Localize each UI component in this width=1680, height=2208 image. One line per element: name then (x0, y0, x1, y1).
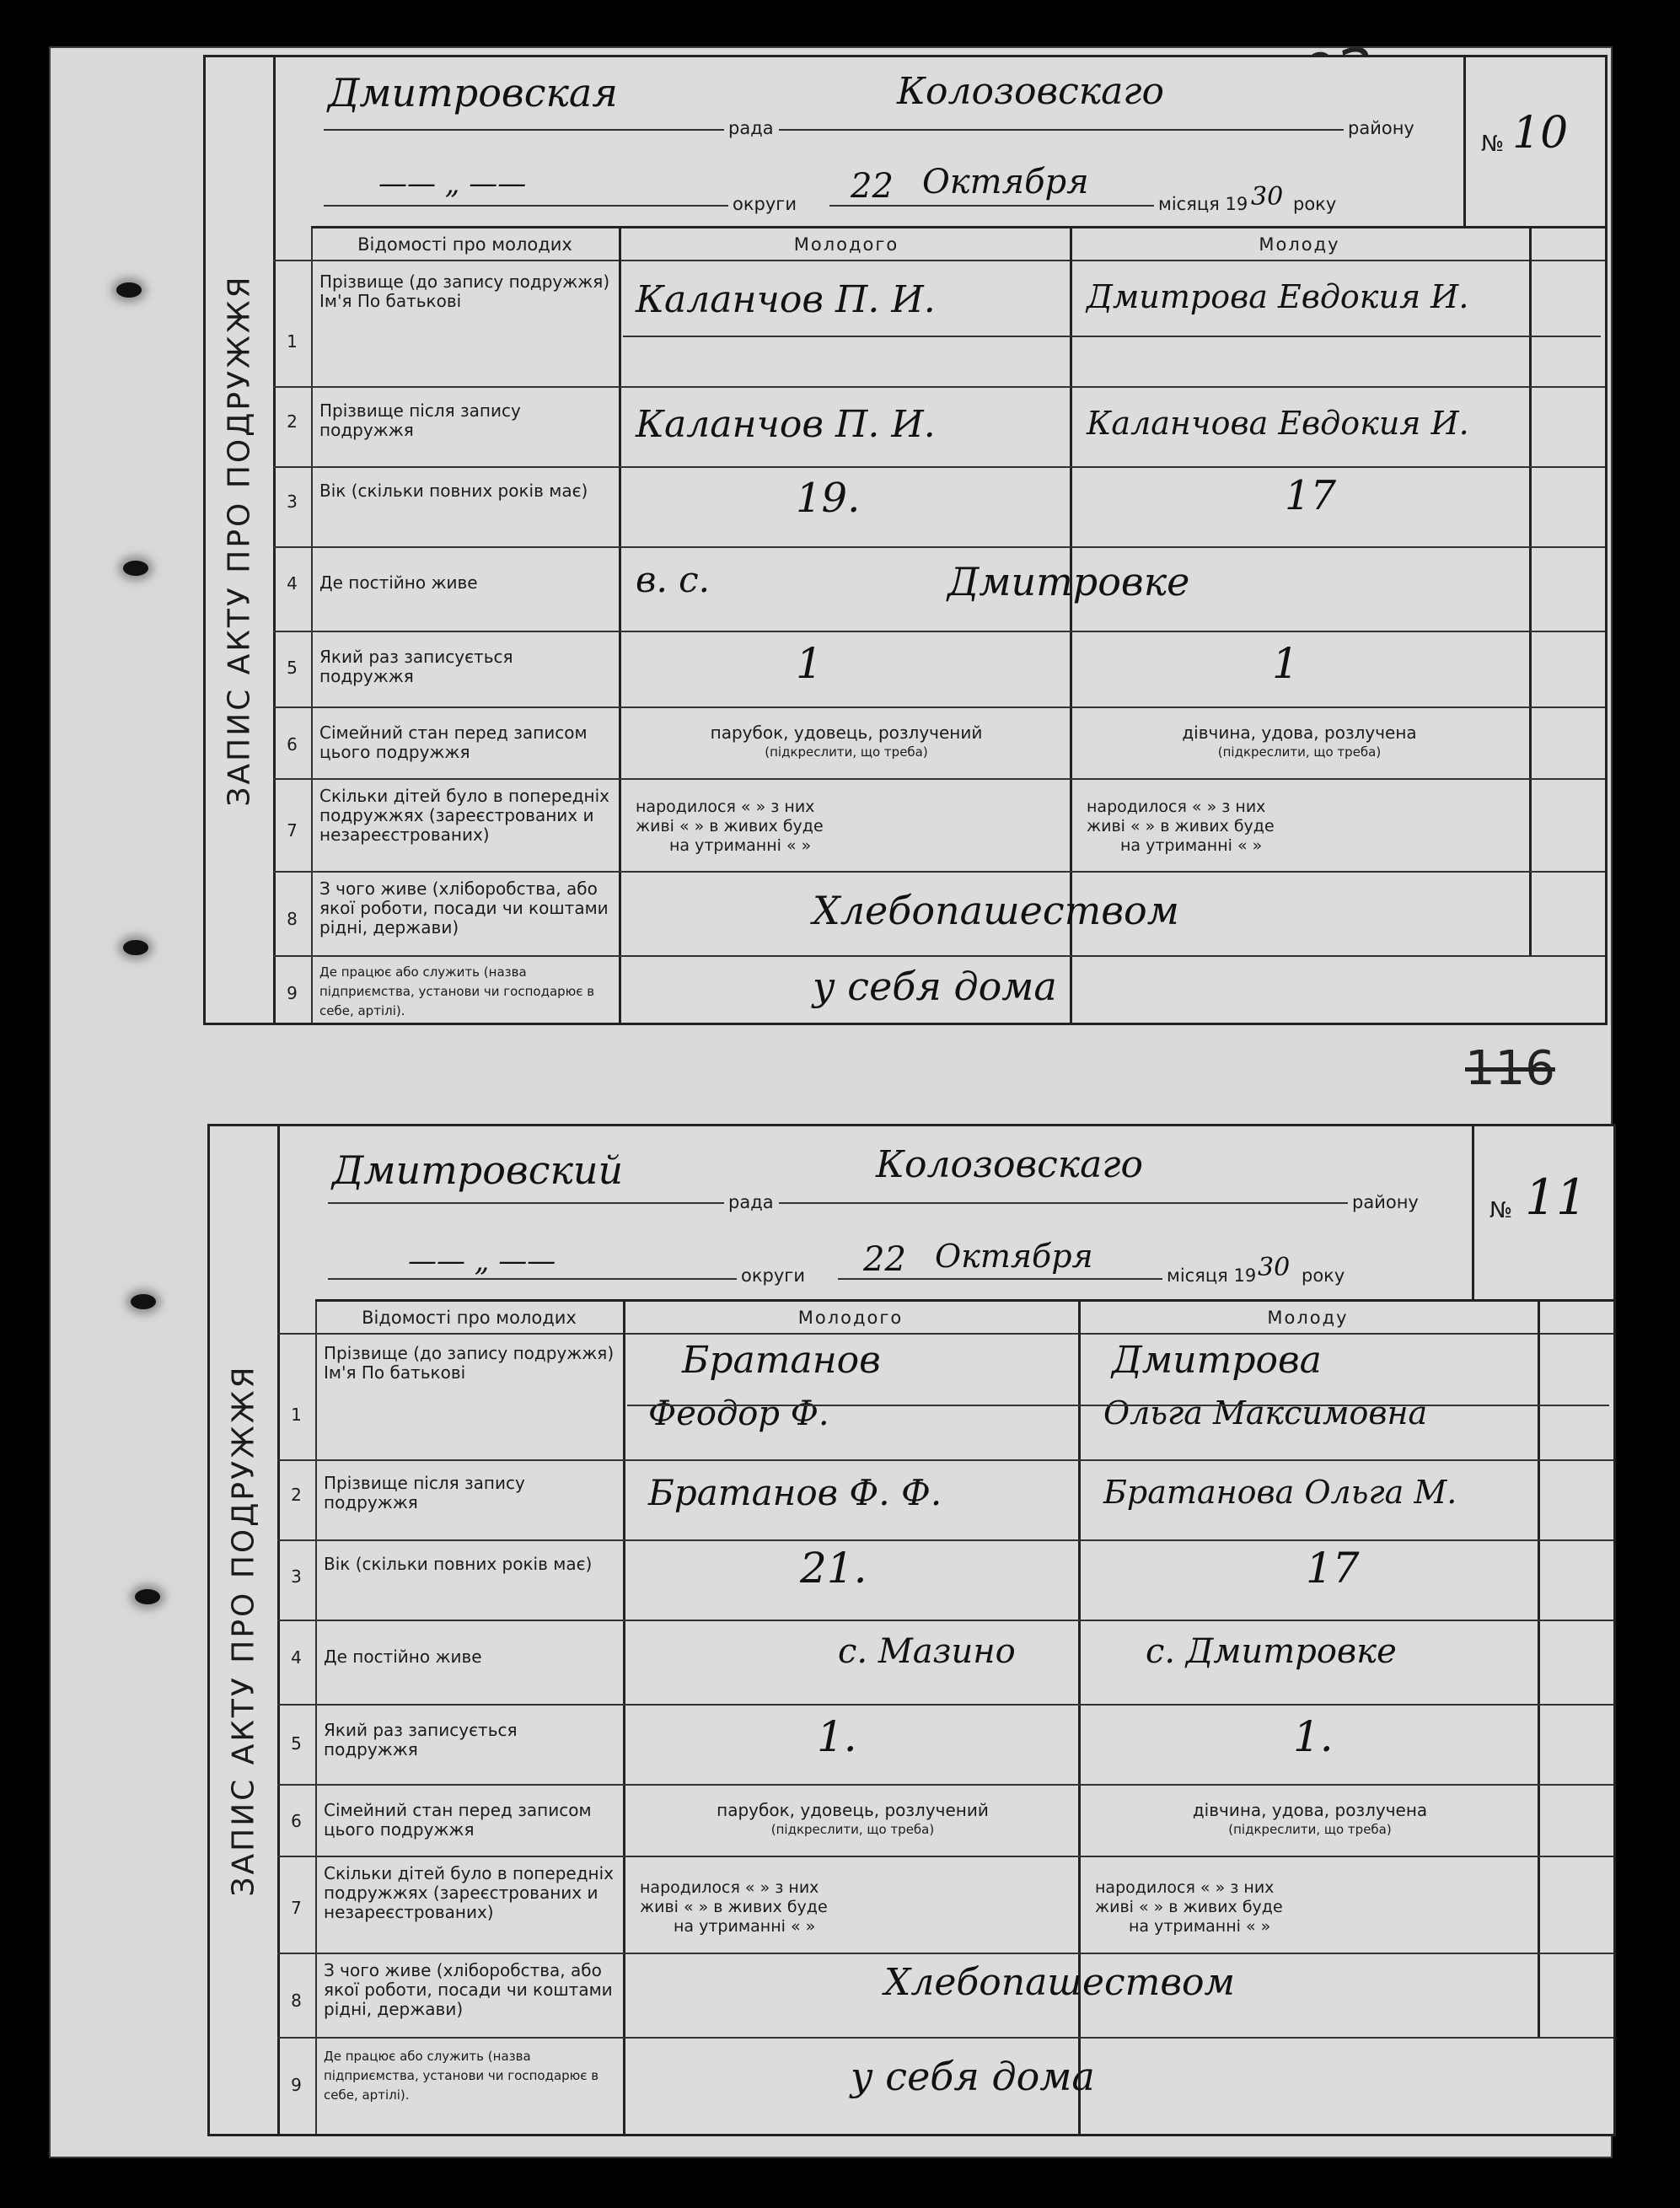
question-marital-status: Сімейний стан перед записом цього подружжя (324, 1800, 592, 1840)
livelihood-value: Хлебопашеством (884, 1961, 1235, 2004)
row-number: 9 (287, 983, 298, 1003)
question-name-before: Прізвище (до запису подружжя) Ім'я По батькові (319, 271, 610, 311)
act-number-box (1472, 1126, 1613, 1299)
row-number: 3 (291, 1566, 302, 1587)
question-livelihood: З чого живе (хліборобства, або якої роботи, посади чи коштами рідні, держави) (324, 1960, 613, 2019)
year-label: року (1302, 1265, 1345, 1286)
row-divider (273, 955, 1605, 957)
date-line (829, 205, 1154, 207)
year-suffix-value: 30 (1251, 182, 1284, 212)
question-name-before: Прізвище (до запису подружжя) Ім'я По батькові (324, 1343, 615, 1383)
okrug-label: округи (733, 194, 797, 214)
question-workplace: Де працює або служить (назва підприємства, установи чи господарює в себе, артілі). (324, 2049, 599, 2103)
column-header-info: Відомості про молодих (362, 1308, 577, 1328)
column-divider (1078, 1299, 1081, 2134)
okrug-line (328, 1278, 737, 1280)
row-divider (273, 706, 1605, 708)
rada-line (324, 129, 724, 131)
rada-label: рада (728, 118, 774, 138)
row-divider (273, 546, 1605, 548)
month-label: місяця 19 (1167, 1265, 1257, 1286)
column-divider (619, 226, 621, 1023)
archive-number-middle-crossed: 116 (1465, 1041, 1555, 1096)
question-age: Вік (скільки повних років має) (319, 481, 588, 501)
column-divider (1538, 1299, 1540, 2037)
column-divider (623, 1299, 625, 2134)
groom-residence: в. с. (636, 559, 711, 600)
row-number: 4 (287, 573, 298, 594)
question-marital-status: Сімейний стан перед записом цього подружжя (319, 723, 588, 762)
groom-marriage-count: 1 (796, 639, 823, 688)
row-divider (277, 2037, 1613, 2039)
row-number: 7 (291, 1898, 302, 1918)
groom-name-before: Каланчов П. И. (636, 278, 936, 321)
act-header (311, 57, 1605, 228)
bride-name-before: Дмитрова Евдокия И. (1087, 278, 1469, 315)
row-divider (273, 778, 1605, 780)
date-day-value: 22 (851, 167, 894, 206)
month-label: місяця 19 (1158, 194, 1248, 214)
bride-name-line1: Дмитрова (1112, 1339, 1322, 1382)
act-number-value: 11 (1525, 1168, 1587, 1226)
row-number: 9 (291, 2075, 302, 2095)
column-header-info: Відомості про молодих (357, 234, 572, 255)
groom-status-options: парубок, удовець, розлучений (підкреслити, що треба) (710, 723, 983, 760)
bride-age: 17 (1306, 1544, 1360, 1593)
groom-name-after: Братанов Ф. Ф. (648, 1472, 942, 1513)
groom-status-options: парубок, удовець, розлучений (підкреслити, що треба) (717, 1800, 989, 1837)
bride-residence: с. Дмитровке (1146, 1632, 1397, 1671)
groom-children-fields: народилося « » з них живі « » в живих буде на утриманні « » (640, 1878, 828, 1936)
raion-label: району (1352, 1192, 1419, 1212)
document-page (49, 46, 1613, 2158)
groom-residence: с. Мазино (838, 1632, 1016, 1671)
groom-marriage-count: 1. (817, 1712, 857, 1761)
bride-status-options: дівчина, удова, розлучена (підкреслити, що треба) (1192, 1800, 1428, 1837)
row-divider (273, 386, 1605, 388)
name-line (623, 336, 1601, 337)
date-month-value: Октября (935, 1238, 1093, 1275)
name-line (627, 1405, 1609, 1406)
marriage-act-record (203, 55, 1608, 1025)
groom-name-after: Каланчов П. И. (636, 403, 936, 446)
question-name-after: Прізвище після запису подружжя (319, 400, 521, 440)
rada-line (328, 1202, 724, 1204)
okrug-value: —— „ —— (378, 167, 527, 201)
act-number-box (1463, 57, 1605, 226)
row-number: 5 (291, 1733, 302, 1754)
question-marriage-count: Який раз записується подружжя (324, 1720, 518, 1759)
row-number: 8 (291, 1990, 302, 2011)
bride-name-after: Каланчова Евдокия И. (1087, 405, 1469, 442)
question-children: Скільки дітей було в попередніх подружжях (зареєстрованих и незареєстрованих) (324, 1863, 614, 1922)
row-divider (277, 1333, 1613, 1335)
row-divider (277, 1953, 1613, 1954)
side-title: ЗАПИС АКТУ ПРО ПОДРУЖЖЯ (206, 57, 276, 1023)
act-number-value: 10 (1512, 108, 1569, 158)
groom-age: 21. (800, 1544, 867, 1593)
bride-marriage-count: 1. (1293, 1712, 1334, 1761)
bride-marriage-count: 1 (1272, 639, 1299, 688)
raion-line (779, 1202, 1348, 1204)
residence-common: Дмитровке (947, 559, 1190, 604)
raion-line (779, 129, 1344, 131)
row-divider (273, 631, 1605, 632)
raion-value: Колозовскаго (876, 1143, 1144, 1186)
question-age: Вік (скільки повних років має) (324, 1554, 593, 1574)
row-number: 4 (291, 1647, 302, 1668)
row-number: 1 (291, 1405, 302, 1425)
rada-value: Дмитровский (332, 1147, 624, 1193)
okrug-line (324, 205, 728, 207)
groom-name-line1: Братанов (682, 1339, 881, 1382)
column-header-groom: Молодого (793, 234, 899, 255)
bride-name-line2: Ольга Максимовна (1103, 1394, 1428, 1432)
groom-age: 19. (796, 475, 861, 522)
bride-children-fields: народилося « » з них живі « » в живих буде на утриманні « » (1095, 1878, 1283, 1936)
raion-label: району (1348, 118, 1414, 138)
binding-hole (135, 1589, 160, 1604)
okrug-value: —— „ —— (408, 1244, 556, 1278)
rada-value: Дмитровская (328, 70, 618, 116)
binding-hole (123, 561, 148, 576)
column-header-bride: Молоду (1267, 1308, 1349, 1328)
question-livelihood: З чого живе (хліборобства, або якої роботи, посади чи коштами рідні, держави) (319, 878, 609, 937)
okrug-label: округи (741, 1265, 805, 1286)
binding-hole (116, 282, 142, 298)
bride-age: 17 (1285, 472, 1337, 519)
row-divider (277, 1620, 1613, 1621)
row-number: 8 (287, 909, 298, 929)
row-number: 7 (287, 820, 298, 841)
number-label: № (1489, 1198, 1513, 1223)
row-number: 2 (291, 1485, 302, 1505)
bride-children-fields: народилося « » з них живі « » в живих буде на утриманні « » (1087, 798, 1275, 855)
question-marriage-count: Який раз записується подружжя (319, 647, 513, 686)
row-divider (277, 1459, 1613, 1461)
row-divider (273, 871, 1605, 873)
number-label: № (1481, 132, 1505, 157)
row-divider (277, 1784, 1613, 1786)
row-number: 5 (287, 658, 298, 678)
workplace-value: у себя дома (851, 2054, 1095, 2099)
marriage-act-record (207, 1124, 1616, 2136)
bride-name-after: Братанова Ольга М. (1103, 1474, 1457, 1511)
livelihood-value: Хлебопашеством (813, 888, 1179, 933)
row-number: 6 (291, 1811, 302, 1831)
question-workplace: Де працює або служить (назва підприємства, установи чи господарює в себе, артілі). (319, 964, 595, 1018)
question-residence: Де постійно живе (324, 1647, 482, 1667)
row-number: 1 (287, 331, 298, 352)
row-divider (277, 1704, 1613, 1706)
groom-name-line2: Феодор Ф. (648, 1394, 829, 1433)
row-number: 2 (287, 411, 298, 432)
question-children: Скільки дітей було в попередніх подружжях (зареєстрованих и незареєстрованих) (319, 786, 609, 845)
date-day-value: 22 (863, 1240, 906, 1279)
binding-hole (123, 940, 148, 955)
column-header-bride: Молоду (1259, 234, 1340, 255)
row-divider (277, 1539, 1613, 1541)
rada-label: рада (728, 1192, 774, 1212)
row-divider (277, 1856, 1613, 1857)
year-label: року (1293, 194, 1337, 214)
row-divider (273, 466, 1605, 468)
binding-hole (131, 1294, 156, 1309)
workplace-value: у себя дома (813, 964, 1057, 1009)
side-title: ЗАПИС АКТУ ПРО ПОДРУЖЖЯ (210, 1126, 280, 2134)
row-divider (273, 260, 1605, 261)
column-header-groom: Молодого (797, 1308, 904, 1328)
groom-children-fields: народилося « » з них живі « » в живих буде на утриманні « » (636, 798, 824, 855)
question-residence: Де постійно живе (319, 572, 478, 593)
row-number: 6 (287, 734, 298, 755)
question-name-after: Прізвище після запису подружжя (324, 1473, 525, 1512)
date-month-value: Октября (922, 163, 1089, 201)
raion-value: Колозовскаго (897, 70, 1165, 113)
date-line (838, 1278, 1162, 1280)
row-number: 3 (287, 492, 298, 512)
year-suffix-value: 30 (1258, 1253, 1291, 1282)
act-header (315, 1126, 1613, 1302)
bride-status-options: дівчина, удова, розлучена (підкреслити, що треба) (1182, 723, 1417, 760)
